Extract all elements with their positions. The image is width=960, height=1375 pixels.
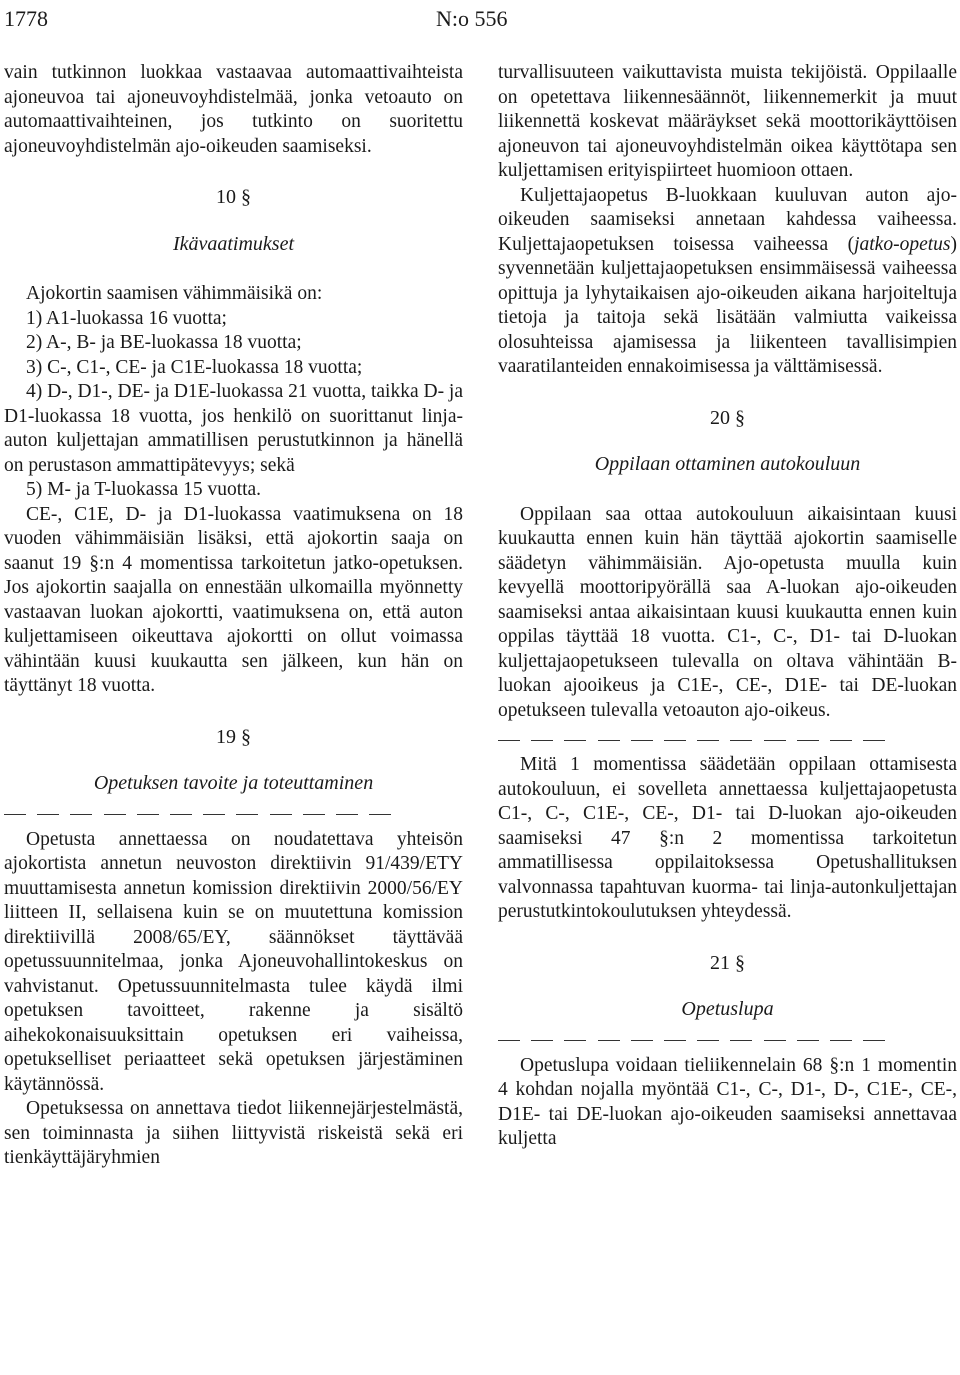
list-item: 5) M- ja T-luokassa 15 vuotta. xyxy=(26,479,262,500)
jatko-opetus-term: jatko-opetus xyxy=(854,233,951,255)
two-phase-paragraph xyxy=(498,184,957,380)
two-phase-text-b: ) syvennetään kuljettajaopetuksen ensimmäisessä vaiheessa opittuja ja lyhytaikaisen ajo-oikeuden aikana harjoiteltuja tietoja ja taitoja sekä lisätään valmiutta vaikeissa olosuhteissa ajamisessa ja liikenteen tavallisimpien vaaratilanteiden ennakoimisessa ja välttämisessä. xyxy=(498,233,957,377)
section-10-title: Ikävaatimukset xyxy=(172,232,295,255)
section-19-number: 19 § xyxy=(216,725,251,748)
section-20-number: 20 § xyxy=(710,406,745,429)
list-item: 3) C-, C1-, CE- ja C1E-luokassa 18 vuotta; xyxy=(26,356,363,378)
section-21-paragraph-1: Opetuslupa voidaan tieliikennelain 68 §:n 1 momentin 4 kohdan nojalla myöntää C1-, C-, D1-, D-, C1E-, CE-, D1E- tai DE-luokan ajo-oikeuden saamiseksi annettavaa kuljetta xyxy=(498,1054,957,1149)
two-phase-text-a: Kuljettajaopetus B-luokkaan kuuluvan auton ajo-oikeuden saamiseksi annetaan kahdessa vaiheessa. Kuljettajaopetuksen toisessa vaiheessa ( xyxy=(498,184,957,255)
omission-divider xyxy=(498,1032,957,1050)
list-item: 4) D-, D1-, DE- ja D1E-luokassa 21 vuotta, taikka D- ja D1-luokassa 18 vuotta, jos henkilö on suorittanut linja-auton kuljettajan ammatillisen perustutkinnon ja hänellä on perustason ammattipätevyys; sekä xyxy=(4,381,464,476)
section-19-paragraph-1: Opetusta annettaessa on noudatettava yhteisön ajokortista annetun neuvoston direktiivin 91/439/ETY muuttamisesta annetun komission direktiivin 2000/56/EY liitteen II, sellaisena kuin se on muutettuna komission direktiivillä 2008/65/EY, säännökset täyttävää opetussuunnitelmaa, jonka Ajoneuvohallintokeskus on vahvistanut. Opetussuunnitelmasta tulee käydä ilmi opetuksen tavoitteet, rakenne ja sisältö aihekokonaisuuksittain opetuksen eri vaiheissa, opetukselliset periaatteet sekä opetuksen järjestäminen käytännössä. xyxy=(4,828,463,1095)
document-number: N:o 556 xyxy=(436,6,508,31)
intro-paragraph: vain tutkinnon luokkaa vastaavaa automaattivaihteista ajoneuvoa tai ajoneuvoyhdistelmää, jonka vetoauto on automaattivaihteinen, jos tutkinto on suoritettu ajoneuvoyhdistelmän ajo-oikeuden saamiseksi. xyxy=(4,62,463,157)
continuation-paragraph: turvallisuuteen vaikuttavista muista tekijöistä. Oppilaalle on opetettava liikennesäännöt, liikennemerkit ja muut liikennettä koskevat määräykset sekä moottorikäyttöisen ajoneuvon tai ajoneuvoyhdistelmän oikea käyttötapa sen kuljettamisen erityispiirteet huomioon ottaen. xyxy=(498,62,957,181)
age-requirements-list xyxy=(4,307,463,503)
omission-divider xyxy=(4,806,463,824)
page-number: 1778 xyxy=(4,6,48,31)
section-21-title: Opetuslupa xyxy=(681,998,774,1020)
list-item: 1) A1-luokassa 16 vuotta; xyxy=(26,307,227,329)
section-19-paragraph-2: Opetuksessa on annettava tiedot liikennejärjestelmästä, sen toiminnasta ja siihen liittyvistä riskeistä sekä eri tienkäyttäjäryhmien xyxy=(4,1098,463,1168)
list-item: 2) A-, B- ja BE-luokassa 18 vuotta; xyxy=(26,332,302,353)
section-21-number: 21 § xyxy=(710,951,745,974)
age-paragraph-2: CE-, C1E, D- ja D1-luokassa vaatimuksena on 18 vuoden vähimmäisiän lisäksi, että ajokortin saaja on saanut 19 §:n 4 momentissa tarkoitetun jatko-opetuksen. Jos ajokortin saajalla on ennestään ulkomailla myönnetty vastaavan luokan ajokortti, vaatimuksena on, että auton kuljettamiseen oikeuttava ajokortti on ollut voimassa vähintään kuusi kuukautta sen jälkeen, kun hän on täyttänyt 18 vuotta. xyxy=(4,503,463,696)
right-column xyxy=(498,61,957,1152)
left-column xyxy=(4,61,463,1171)
section-10-number: 10 § xyxy=(216,186,251,208)
section-20-paragraph-2: Mitä 1 momentissa säädetään oppilaan ottamisesta autokouluun, ei sovelleta annettaessa kuljettajaopetusta C1-, C-, C1E-, CE-, D1- tai D-luokan ajo-oikeuden saamiseksi 47 §:n 2 momentissa tarkoitetun ammatillisessa oppilaitoksessa Opetushallituksen valvonnassa tapahtuvan kuorma- tai linja-autonkuljettajan perustutkintokoulutuksen yhteydessä. xyxy=(498,754,957,922)
section-19-title: Opetuksen tavoite ja toteuttaminen xyxy=(93,772,374,794)
age-requirements-lead: Ajokortin saamisen vähimmäisikä on: xyxy=(26,283,323,304)
omission-divider xyxy=(498,731,957,749)
section-20-paragraph-1: Oppilaan saa ottaa autokouluun aikaisintaan kuusi kuukautta ennen kuin hän täyttää ajokortin saamiselle säädetyn vähimmäisiän. Ajo-opetusta muulla kuin kevyellä moottoripyörällä saa A-luokan ajo-oikeuden saamiseksi antaa aikaisintaan kuusi kuukautta ennen kuin oppilas täyttää 18 vuotta. C1-, C-, D1- tai D-luokan kuljettajaopetukseen tulevalla on oltava vähintään B-luokan ajooikeus ja C1E-, CE-, D1E- tai DE-luokan opetukseen tulevalla vetoauton ajo-oikeus. xyxy=(498,503,957,721)
section-20-title: Oppilaan ottaminen autokouluun xyxy=(594,453,861,475)
